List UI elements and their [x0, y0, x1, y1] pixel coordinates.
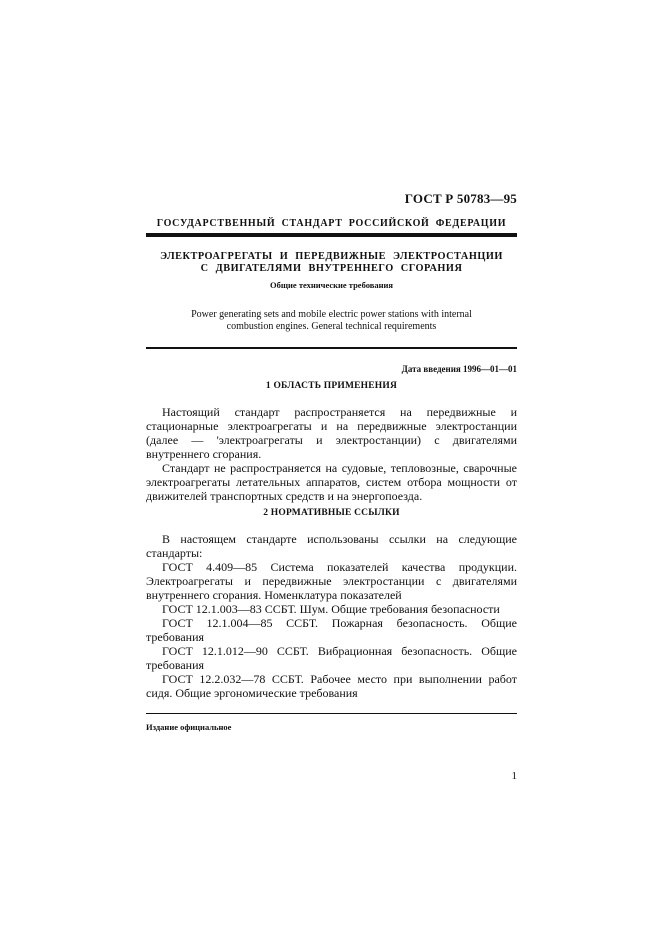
document-title	[146, 251, 517, 275]
section-1-paragraph: Настоящий стандарт распространяется на передвижные и стационарные электроагрегаты и на передвижные электростанции (далее — 'электроагрегаты и электростанции) с двигателями внутреннего сгорания.	[146, 405, 517, 461]
reference-item: ГОСТ 4.409—85 Система показателей качества продукции. Электроагрегаты и передвижные электростанции с двигателями внутреннего сгорания. Номенклатура показателей	[146, 560, 517, 602]
document-subtitle: Общие технические требования	[270, 280, 393, 290]
header-divider	[146, 233, 517, 237]
english-title-line-2: combustion engines. General technical requirements	[226, 321, 437, 332]
title-divider	[146, 347, 517, 349]
english-title	[146, 309, 517, 333]
reference-item: ГОСТ 12.1.012—90 ССБТ. Вибрационная безопасность. Общие требования	[146, 644, 517, 672]
reference-item: ГОСТ 12.1.004—85 ССБТ. Пожарная безопасность. Общие требования	[146, 616, 517, 644]
reference-item: ГОСТ 12.1.003—83 ССБТ. Шум. Общие требования безопасности	[162, 602, 500, 616]
title-line-1: ЭЛЕКТРОАГРЕГАТЫ И ПЕРЕДВИЖНЫЕ ЭЛЕКТРОСТАНЦИИ	[160, 251, 503, 262]
section-2-heading: 2 НОРМАТИВНЫЕ ССЫЛКИ	[263, 508, 400, 518]
page-number: 1	[511, 770, 517, 782]
reference-item: ГОСТ 12.2.032—78 ССБТ. Рабочее место при выполнении работ сидя. Общие эргономические требования	[146, 672, 517, 700]
section-1-body	[146, 405, 517, 503]
footer-divider	[146, 713, 517, 714]
title-line-2: С ДВИГАТЕЛЯМИ ВНУТРЕННЕГО СГОРАНИЯ	[200, 263, 463, 274]
gost-number: ГОСТ Р 50783—95	[404, 191, 517, 206]
official-edition-label: Издание официальное	[146, 722, 232, 732]
section-1-heading: 1 ОБЛАСТЬ ПРИМЕНЕНИЯ	[265, 381, 398, 391]
section-1-paragraph: Стандарт не распространяется на судовые, тепловозные, сварочные электроагрегаты летательных аппаратов, систем отбора мощности от движителей транспортных средств и на энергопоезда.	[146, 461, 517, 503]
references-intro: В настоящем стандарте использованы ссылки на следующие стандарты:	[146, 532, 517, 560]
state-standard-heading: ГОСУДАРСТВЕННЫЙ СТАНДАРТ РОССИЙСКОЙ ФЕДЕРАЦИИ	[156, 218, 507, 229]
section-2-body	[146, 532, 517, 700]
english-title-line-1: Power generating sets and mobile electric power stations with internal	[191, 309, 472, 320]
introduction-date: Дата введения 1996—01—01	[401, 364, 517, 374]
